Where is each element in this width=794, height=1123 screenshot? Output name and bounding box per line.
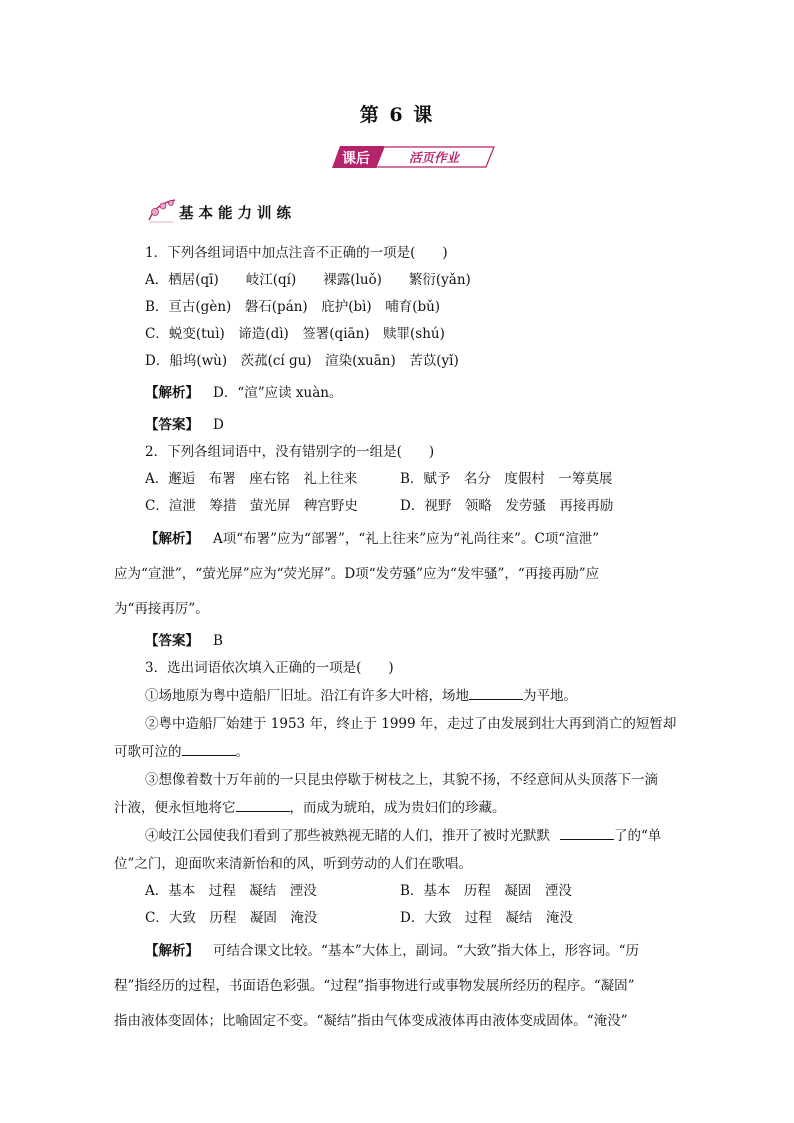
q2-option-a: A．邂逅 布署 座右铭 礼上往来 [145, 471, 358, 487]
q3-option-d: D．大致 过程 凝结 淹没 [400, 910, 573, 926]
q1-option-d: D．船坞(wù) 茨菰(cí ɡu) 渲染(xuān) 苦苡(yǐ) [145, 353, 459, 369]
q3-sentence-4-line-1 [145, 824, 661, 844]
analysis-tag: 【解析】 [145, 531, 199, 547]
q3-s1-part-a: ①场地原为粤中造船厂旧址。沿江有许多大叶榕，场地 [145, 688, 469, 704]
q3-stem: 3．选出词语依次填入正确的一项是( ) [145, 660, 394, 676]
q1-option-a: A．栖居(qī) 岐江(qí) 裸露(luǒ) 繁衍(yǎn) [145, 272, 471, 288]
banner-right-text: 活页作业 [408, 150, 460, 165]
q3-s4-part-b: 了的“单 [614, 828, 662, 844]
q3-option-b: B．基本 历程 凝固 湮没 [400, 883, 572, 899]
q2-option-c: C．渲泄 筹措 萤光屏 稗宫野史 [145, 498, 358, 514]
q3-sentence-2-line-1: ②粤中造船厂始建于 1953 年，终止于 1999 年，走过了由发展到壮大再到消亡的短暂却 [145, 716, 677, 732]
q2-analysis-line-3: 为“再接再厉”。 [114, 601, 209, 617]
q3-s3-part-c: ，而成为琥珀，成为贵妇们的珍藏。 [289, 800, 506, 816]
q3-s3-part-b: 汁液，便永恒地将它 [114, 800, 236, 816]
q1-stem: 1．下列各组词语中加点注音不正确的一项是( ) [145, 245, 448, 261]
q3-option-c: C．大致 历程 凝固 淹没 [145, 910, 318, 926]
q2-answer [145, 629, 223, 649]
q3-option-a: A．基本 过程 凝结 湮没 [145, 883, 317, 899]
q2-analysis-line-1 [145, 527, 599, 547]
page-title: 第 6 课 [359, 104, 435, 126]
q3-s4-part-a: ④岐江公园使我们看到了那些被熟视无睹的人们，推开了被时光默默 [145, 828, 550, 844]
analysis-tag: 【解析】 [145, 943, 199, 959]
q3-sentence-3-line-1: ③想像着数十万年前的一只昆虫停歇于树枝之上，其貌不扬，不经意间从头顶落下一滴 [145, 772, 658, 788]
q1-analysis-text: D．“渲”应读 xuàn。 [213, 385, 343, 401]
q3-sentence-3-line-2 [114, 796, 506, 816]
q1-option-b: B．亘古(gèn) 磐石(pán) 庇护(bì) 哺育(bǔ) [145, 299, 441, 315]
blank-1 [469, 687, 523, 700]
analysis-tag: 【解析】 [145, 385, 199, 401]
homework-banner [272, 138, 552, 174]
q3-s2-part-b: 可歌可泣的 [114, 744, 182, 760]
q3-analysis-line-1 [145, 939, 639, 959]
q1-analysis [145, 381, 342, 401]
q2-answer-text: B [213, 633, 223, 649]
q3-sentence-4-line-2: 位”之门，迎面吹来清新怡和的风，听到劳动的人们在歌唱。 [114, 856, 472, 872]
blank-2 [182, 743, 236, 756]
q1-option-c: C．蜕变(tuì) 谛造(dì) 签署(qiān) 赎罪(shú) [145, 326, 445, 342]
q2-analysis-line-2: 应为“宣泄”，“萤光屏”应为“荧光屏”。D项“发劳骚”应为“发牢骚”，“再接再励”应 [114, 566, 600, 582]
q3-analysis-text: 可结合课文比较。“基本”大体上，副词。“大致”指大体上，形容词。“历 [213, 943, 640, 959]
flower-icon [145, 196, 181, 226]
q3-analysis-line-3: 指由液体变固体；比喻固定不变。“凝结”指由气体变成液体再由液体变成固体。“淹没” [114, 1013, 628, 1029]
q3-analysis-line-2: 程”指经历的过程，书面语色彩强。“过程”指事物进行或事物发展所经历的程序。“凝固” [114, 978, 635, 994]
q3-sentence-1 [145, 684, 577, 704]
answer-tag: 【答案】 [145, 417, 199, 433]
section-heading [145, 196, 345, 226]
blank-4 [560, 827, 614, 840]
q1-answer-text: D [213, 417, 224, 433]
q2-option-d: D．视野 领略 发劳骚 再接再励 [400, 498, 614, 514]
q1-answer [145, 413, 224, 433]
blank-3 [236, 799, 290, 812]
q3-sentence-2-line-2 [114, 740, 249, 760]
section-label: 基本能力训练 [179, 205, 296, 222]
answer-tag: 【答案】 [145, 633, 199, 649]
banner-left-text: 课后 [342, 151, 370, 167]
q2-stem: 2．下列各组词语中，没有错别字的一组是( ) [145, 444, 435, 460]
q3-s2-part-c: 。 [235, 744, 249, 760]
q3-s1-part-b: 为平地。 [523, 688, 577, 704]
q2-option-b: B．赋予 名分 度假村 一筹莫展 [400, 471, 613, 487]
q2-analysis-text: A项“布署”应为“部署”，“礼上往来”应为“礼尚往来”。C项“渲泄” [213, 531, 600, 547]
